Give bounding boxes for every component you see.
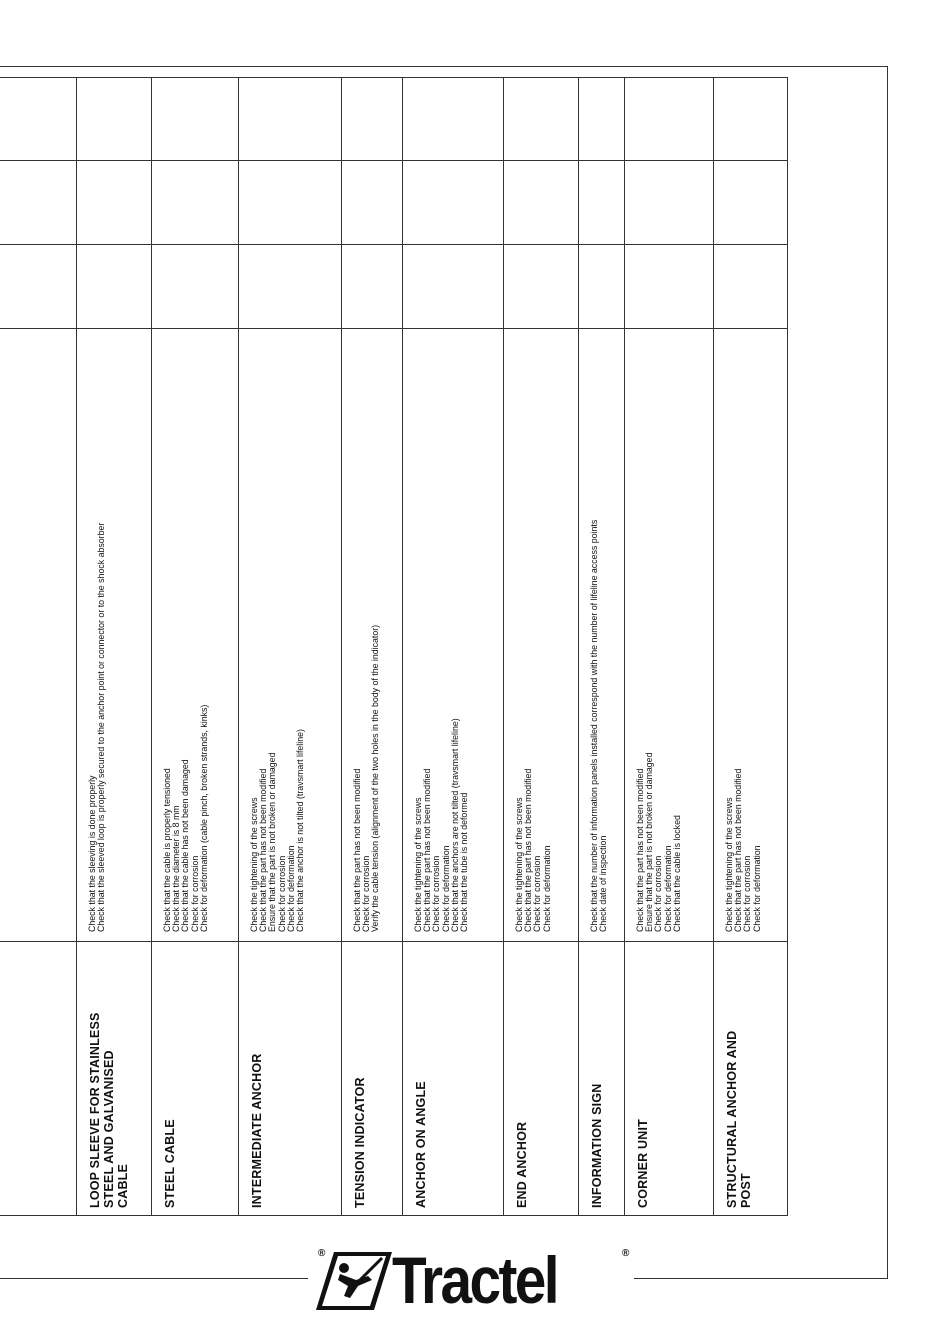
check-item: Check for corrosion bbox=[653, 855, 664, 932]
component-name-line: STRUCTURAL ANCHOR AND bbox=[725, 1030, 739, 1208]
table-column-divider bbox=[402, 77, 403, 1215]
table-column-divider bbox=[341, 77, 342, 1215]
check-item: Check for corrosion bbox=[189, 855, 200, 932]
inspection-checks bbox=[163, 705, 209, 932]
check-item: Check that the diameter is 8 mm bbox=[171, 805, 182, 932]
check-item: Check date of inspection bbox=[598, 835, 609, 932]
table-row-divider bbox=[0, 77, 788, 78]
check-item: Check that the sleeving is done properly bbox=[87, 775, 97, 932]
check-item: Check for corrosion bbox=[742, 855, 753, 932]
check-item: Ensure that the part is not broken or damaged bbox=[644, 752, 655, 932]
table-column-divider bbox=[503, 77, 504, 1215]
inspection-checks bbox=[725, 769, 762, 932]
page-frame bbox=[0, 66, 888, 1279]
table-row-divider bbox=[0, 244, 788, 245]
component-name-line: END ANCHOR bbox=[515, 1121, 529, 1208]
check-item: Check that the part has not been modified bbox=[352, 768, 362, 932]
inspection-checks bbox=[515, 769, 552, 932]
check-item: Check the tightening of the screws bbox=[724, 797, 734, 932]
inspection-checks bbox=[590, 520, 608, 932]
component-name bbox=[353, 1077, 367, 1208]
check-item: Check for corrosion bbox=[361, 855, 372, 932]
table-column-divider bbox=[151, 77, 152, 1215]
check-item: Check for deformation bbox=[751, 845, 762, 932]
check-item: Check that the tube is not deformed bbox=[459, 792, 470, 932]
check-item: Check that the part has not been modified bbox=[523, 768, 534, 932]
table-column-divider bbox=[713, 77, 714, 1215]
frame-rule-left bbox=[0, 1278, 308, 1279]
component-name bbox=[88, 1012, 130, 1208]
check-item: Check the tightening of the screws bbox=[249, 797, 259, 932]
registered-mark-left: ® bbox=[318, 1248, 326, 1259]
inspection-checks bbox=[636, 753, 682, 932]
table-row-divider bbox=[0, 1215, 788, 1216]
table-row-divider bbox=[0, 941, 788, 942]
check-item: Check for corrosion bbox=[431, 855, 442, 932]
component-name-line: ANCHOR ON ANGLE bbox=[414, 1081, 428, 1208]
component-name-line: STEEL CABLE bbox=[163, 1119, 177, 1208]
inspection-checks bbox=[414, 718, 469, 932]
check-item: Check that the sleeved loop is properly secured to the anchor point or connector or to the shock absorber bbox=[96, 522, 107, 932]
check-item: Check for deformation bbox=[285, 845, 296, 932]
component-name bbox=[725, 1031, 753, 1208]
check-item: Check that the cable is properly tensioned bbox=[162, 768, 172, 932]
registered-mark-right: ® bbox=[622, 1248, 630, 1259]
check-item: Check for deformation bbox=[541, 845, 552, 932]
component-name-line: TENSION INDICATOR bbox=[353, 1077, 367, 1208]
check-item: Check that the part has not been modified bbox=[635, 768, 645, 932]
table-column-divider bbox=[578, 77, 579, 1215]
component-name bbox=[590, 1084, 604, 1209]
table-column-divider bbox=[624, 77, 625, 1215]
table-column-divider bbox=[787, 77, 788, 1215]
check-item: Check that the anchor is not tilted (travsmart lifeline) bbox=[295, 729, 306, 932]
frame-rule-right bbox=[634, 1278, 888, 1279]
component-name bbox=[636, 1119, 650, 1208]
check-item: Check that the part has not been modified bbox=[422, 768, 433, 932]
tractel-wordmark: Tractel bbox=[392, 1243, 557, 1317]
check-item: Check that the part has not been modified bbox=[258, 768, 269, 932]
check-item: Check for corrosion bbox=[532, 855, 543, 932]
component-name-line: INFORMATION SIGN bbox=[590, 1083, 604, 1208]
check-item: Ensure that the part is not broken or damaged bbox=[267, 752, 278, 932]
check-item: Check that the cable is locked bbox=[671, 815, 682, 932]
check-item: Check the tightening of the screws bbox=[413, 797, 423, 932]
table-row-divider bbox=[0, 160, 788, 161]
check-item: Check that the part has not been modified bbox=[733, 768, 744, 932]
component-name-line: STEEL AND GALVANISED bbox=[102, 1050, 116, 1208]
table-row-divider bbox=[0, 328, 788, 329]
component-name bbox=[250, 1054, 264, 1209]
table-column-divider bbox=[76, 77, 77, 1215]
component-name-line: INTERMEDIATE ANCHOR bbox=[250, 1053, 264, 1208]
inspection-checks bbox=[88, 523, 106, 932]
component-name-line: CORNER UNIT bbox=[636, 1118, 650, 1208]
component-name bbox=[515, 1122, 529, 1208]
component-name bbox=[163, 1119, 177, 1208]
check-item: Check for deformation (cable pinch, broken strands, kinks) bbox=[198, 704, 209, 932]
inspection-checks bbox=[353, 625, 381, 932]
check-item: Check that the cable has not been damaged bbox=[180, 759, 191, 932]
tractel-climber-icon bbox=[316, 1250, 394, 1312]
component-name-line: POST bbox=[739, 1173, 753, 1208]
check-item: Check that the number of information panels installed correspond with the number of lifeline access points bbox=[589, 519, 599, 932]
component-name bbox=[414, 1081, 428, 1208]
check-item: Verify the cable tension (alignment of the two holes in the body of the indicator) bbox=[370, 624, 381, 932]
check-item: Check for deformation bbox=[440, 845, 451, 932]
check-item: Check the tightening of the screws bbox=[514, 797, 524, 932]
table-column-divider bbox=[238, 77, 239, 1215]
inspection-checks bbox=[250, 729, 305, 932]
tractel-logo bbox=[316, 1243, 636, 1317]
check-item: Check that the anchors are not tilted (travsmart lifeline) bbox=[449, 718, 460, 932]
component-name-line: CABLE bbox=[116, 1163, 130, 1208]
check-item: Check for deformation bbox=[662, 845, 673, 932]
check-item: Check for corrosion bbox=[276, 855, 287, 932]
component-name-line: LOOP SLEEVE FOR STAINLESS bbox=[88, 1012, 102, 1208]
